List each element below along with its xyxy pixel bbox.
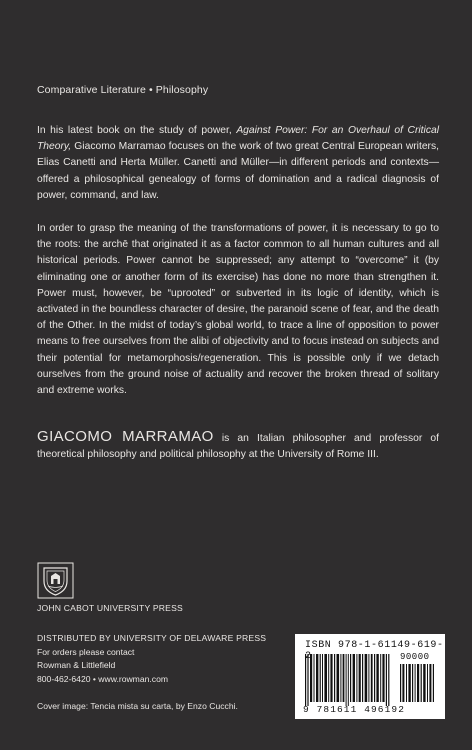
book-title: Against Power: For an Overhaul of Critical Theory, xyxy=(37,125,439,153)
isbn-barcode xyxy=(295,634,445,719)
description-paragraph-2: In order to grasp the meaning of the transformations of power, it is necessary to go to the roots: the archē that originated it as a factor common to all human cultures and all historical periods. Power cannot be suppressed; any attempt to “overcome” it (by eliminating one or another form of its exercise) has done no more than strengthen it. Power must, however, be “uprooted” or subverted in its logic of identity, which is activated in the boundless character of desire, the paranoid scene of fear, and the death of the Other. In the midst of today’s global world, to trace a line of opposition to power means to free ourselves from the alibi of objectivity and to focus instead on subjects and their potential for metamorphosis/regeneration. This is possible only if we detach ourselves from the ground noise of actuality and recover the broken thread of solitary and extreme works. xyxy=(37,223,439,397)
cover-credit: Cover image: Tencia mista su carta, by Enzo Cucchi. xyxy=(37,701,238,711)
distributor-line: DISTRIBUTED BY UNIVERSITY OF DELAWARE PRESS xyxy=(37,633,267,643)
category-line: Comparative Literature • Philosophy xyxy=(37,84,209,96)
description-paragraph-1 xyxy=(37,123,439,204)
description-text: Giacomo Marramao focuses on the work of two great Central European writers, Elias Canetti and Herta Müller. Canetti and Müller—in different periods and contexts—offered a philosophical genealogy of forms of domination and a radical diagnosis of power, command, and law. xyxy=(37,141,439,201)
author-bio xyxy=(37,429,439,463)
contact-company: Rowman & Littlefield xyxy=(37,660,116,670)
author-bio-text: is an Italian philosopher and professor of theoretical philosophy and political philosophy at the University of Rome III. xyxy=(37,433,439,461)
isbn-number: ISBN 978-1-61149-619-2 xyxy=(305,640,444,662)
ean-digits: 9 781611 496192 xyxy=(303,704,406,715)
distribution-info xyxy=(37,632,266,686)
contact-phone-web: 800-462-6420 • www.rowman.com xyxy=(37,673,169,684)
orders-line: For orders please contact xyxy=(37,646,135,657)
price-addon-code: 90000 xyxy=(400,652,430,662)
author-name: GIACOMO MARRAMAO xyxy=(37,428,214,445)
publisher-name: JOHN CABOT UNIVERSITY PRESS xyxy=(37,603,183,613)
university-crest-icon xyxy=(37,562,74,599)
description-text: In his latest book on the study of power, xyxy=(37,125,237,136)
